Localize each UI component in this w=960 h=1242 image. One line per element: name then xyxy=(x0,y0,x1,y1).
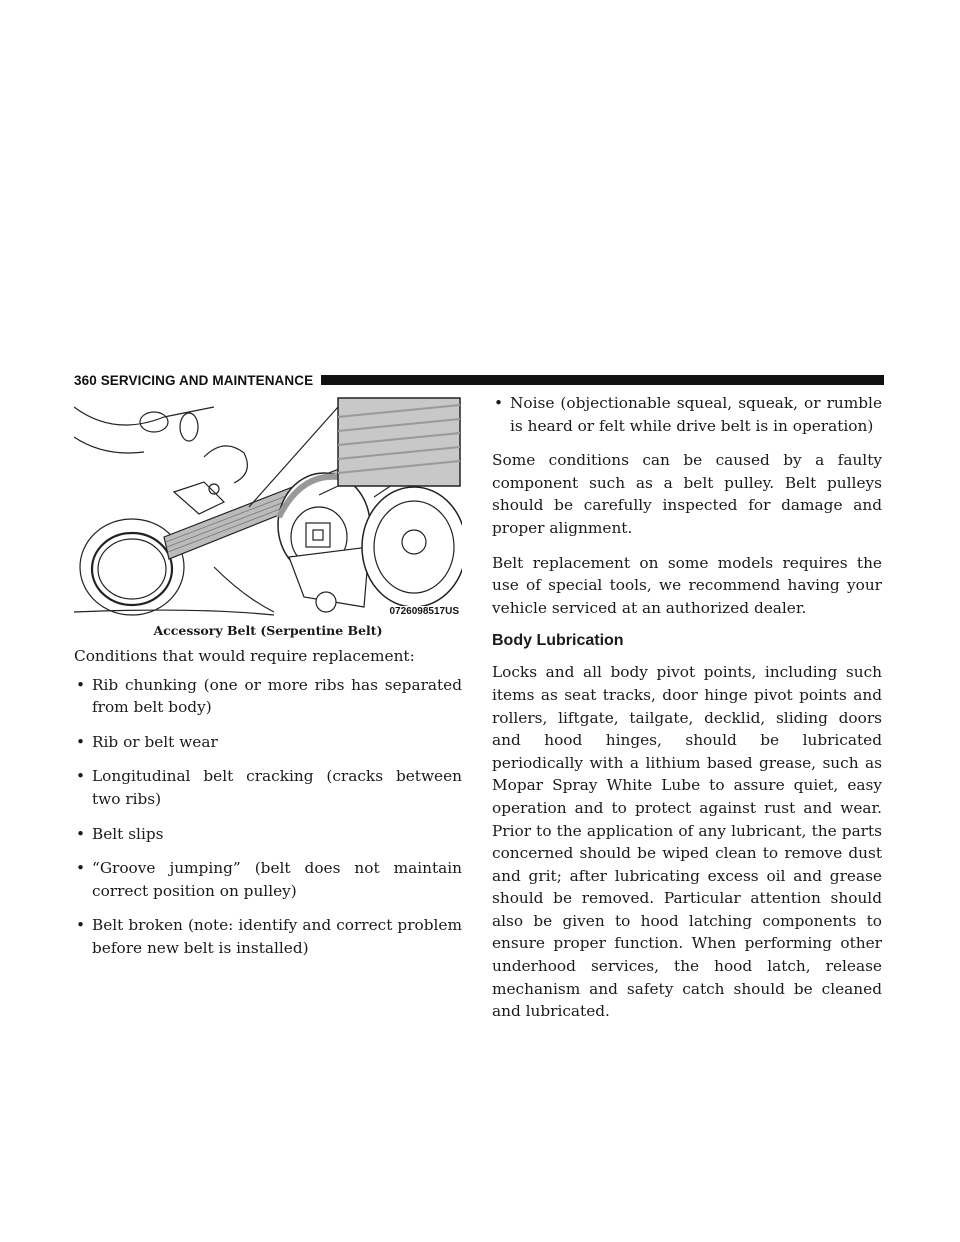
list-item-text: Rib or belt wear xyxy=(92,732,218,751)
list-item-text: Rib chunking (one or more ribs has separated from belt body) xyxy=(92,675,462,717)
bullet-glyph: • xyxy=(76,824,86,843)
right-column xyxy=(492,392,882,1035)
list-item xyxy=(74,674,462,719)
conditions-intro: Conditions that would require replacement: xyxy=(74,647,415,665)
page-number: 360 xyxy=(74,372,97,388)
figure-code: 0726098517US xyxy=(389,606,459,617)
bullet-glyph: • xyxy=(76,859,86,878)
list-item-text: Belt slips xyxy=(92,824,164,843)
section-title: SERVICING AND MAINTENANCE xyxy=(100,372,314,388)
paragraph-belt-replacement: Belt replacement on some models requires the use of special tools, we recommend having your vehicle serviced at an authorized dealer. xyxy=(492,553,882,617)
list-item xyxy=(74,857,462,902)
page-header xyxy=(74,370,884,390)
section-heading-body-lubrication: Body Lubrication xyxy=(492,632,624,650)
bullet-glyph: • xyxy=(76,916,86,935)
figure-caption: Accessory Belt (Serpentine Belt) xyxy=(153,623,383,638)
noise-list xyxy=(492,392,882,437)
paragraph-faulty-component: Some conditions can be caused by a faulty component such as a belt pulley. Belt pulleys should be carefully inspected for damage and proper alignment. xyxy=(492,451,882,537)
list-item-text: Belt broken (note: identify and correct problem before new belt is installed) xyxy=(92,916,462,957)
belt-drawing xyxy=(74,397,462,619)
bullet-glyph: • xyxy=(76,767,86,786)
list-item xyxy=(74,914,462,959)
bullet-glyph: • xyxy=(494,394,504,412)
list-item xyxy=(74,765,462,810)
header-rule xyxy=(321,375,884,385)
list-item-text: “Groove jumping” (belt does not maintain correct position on pulley) xyxy=(92,859,462,900)
belt-illustration xyxy=(74,397,462,619)
bullet-glyph: • xyxy=(76,732,86,751)
page-header-label xyxy=(74,373,313,388)
paragraph-body-lubrication: Locks and all body pivot points, including such items as seat tracks, door hinge pivot points and rollers, liftgate, tailgate, decklid, sliding doors and hood hinges, should be lubricated periodically with a lithium based grease, such as Mopar Spray White Lube to assure quiet, easy operation and to protect against rust and wear. Prior to the application of any lubricant, the parts concerned should be wiped clean to remove dust and grit; after lubricating excess oil and grease should be removed. Particular attention should also be given to hood latching components to ensure proper function. When performing other underhood services, the hood latch, release mechanism and safety catch should be cleaned and lubricated. xyxy=(492,663,882,1021)
bullet-glyph: • xyxy=(76,675,86,694)
list-item xyxy=(74,731,462,754)
conditions-list xyxy=(74,674,462,960)
left-column xyxy=(74,645,462,972)
list-item-text: Longitudinal belt cracking (cracks between two ribs) xyxy=(92,767,462,808)
list-item xyxy=(74,823,462,846)
list-item-text: Noise (objectionable squeal, squeak, or rumble is heard or felt while drive belt is in operation) xyxy=(510,394,882,435)
list-item xyxy=(492,392,882,437)
